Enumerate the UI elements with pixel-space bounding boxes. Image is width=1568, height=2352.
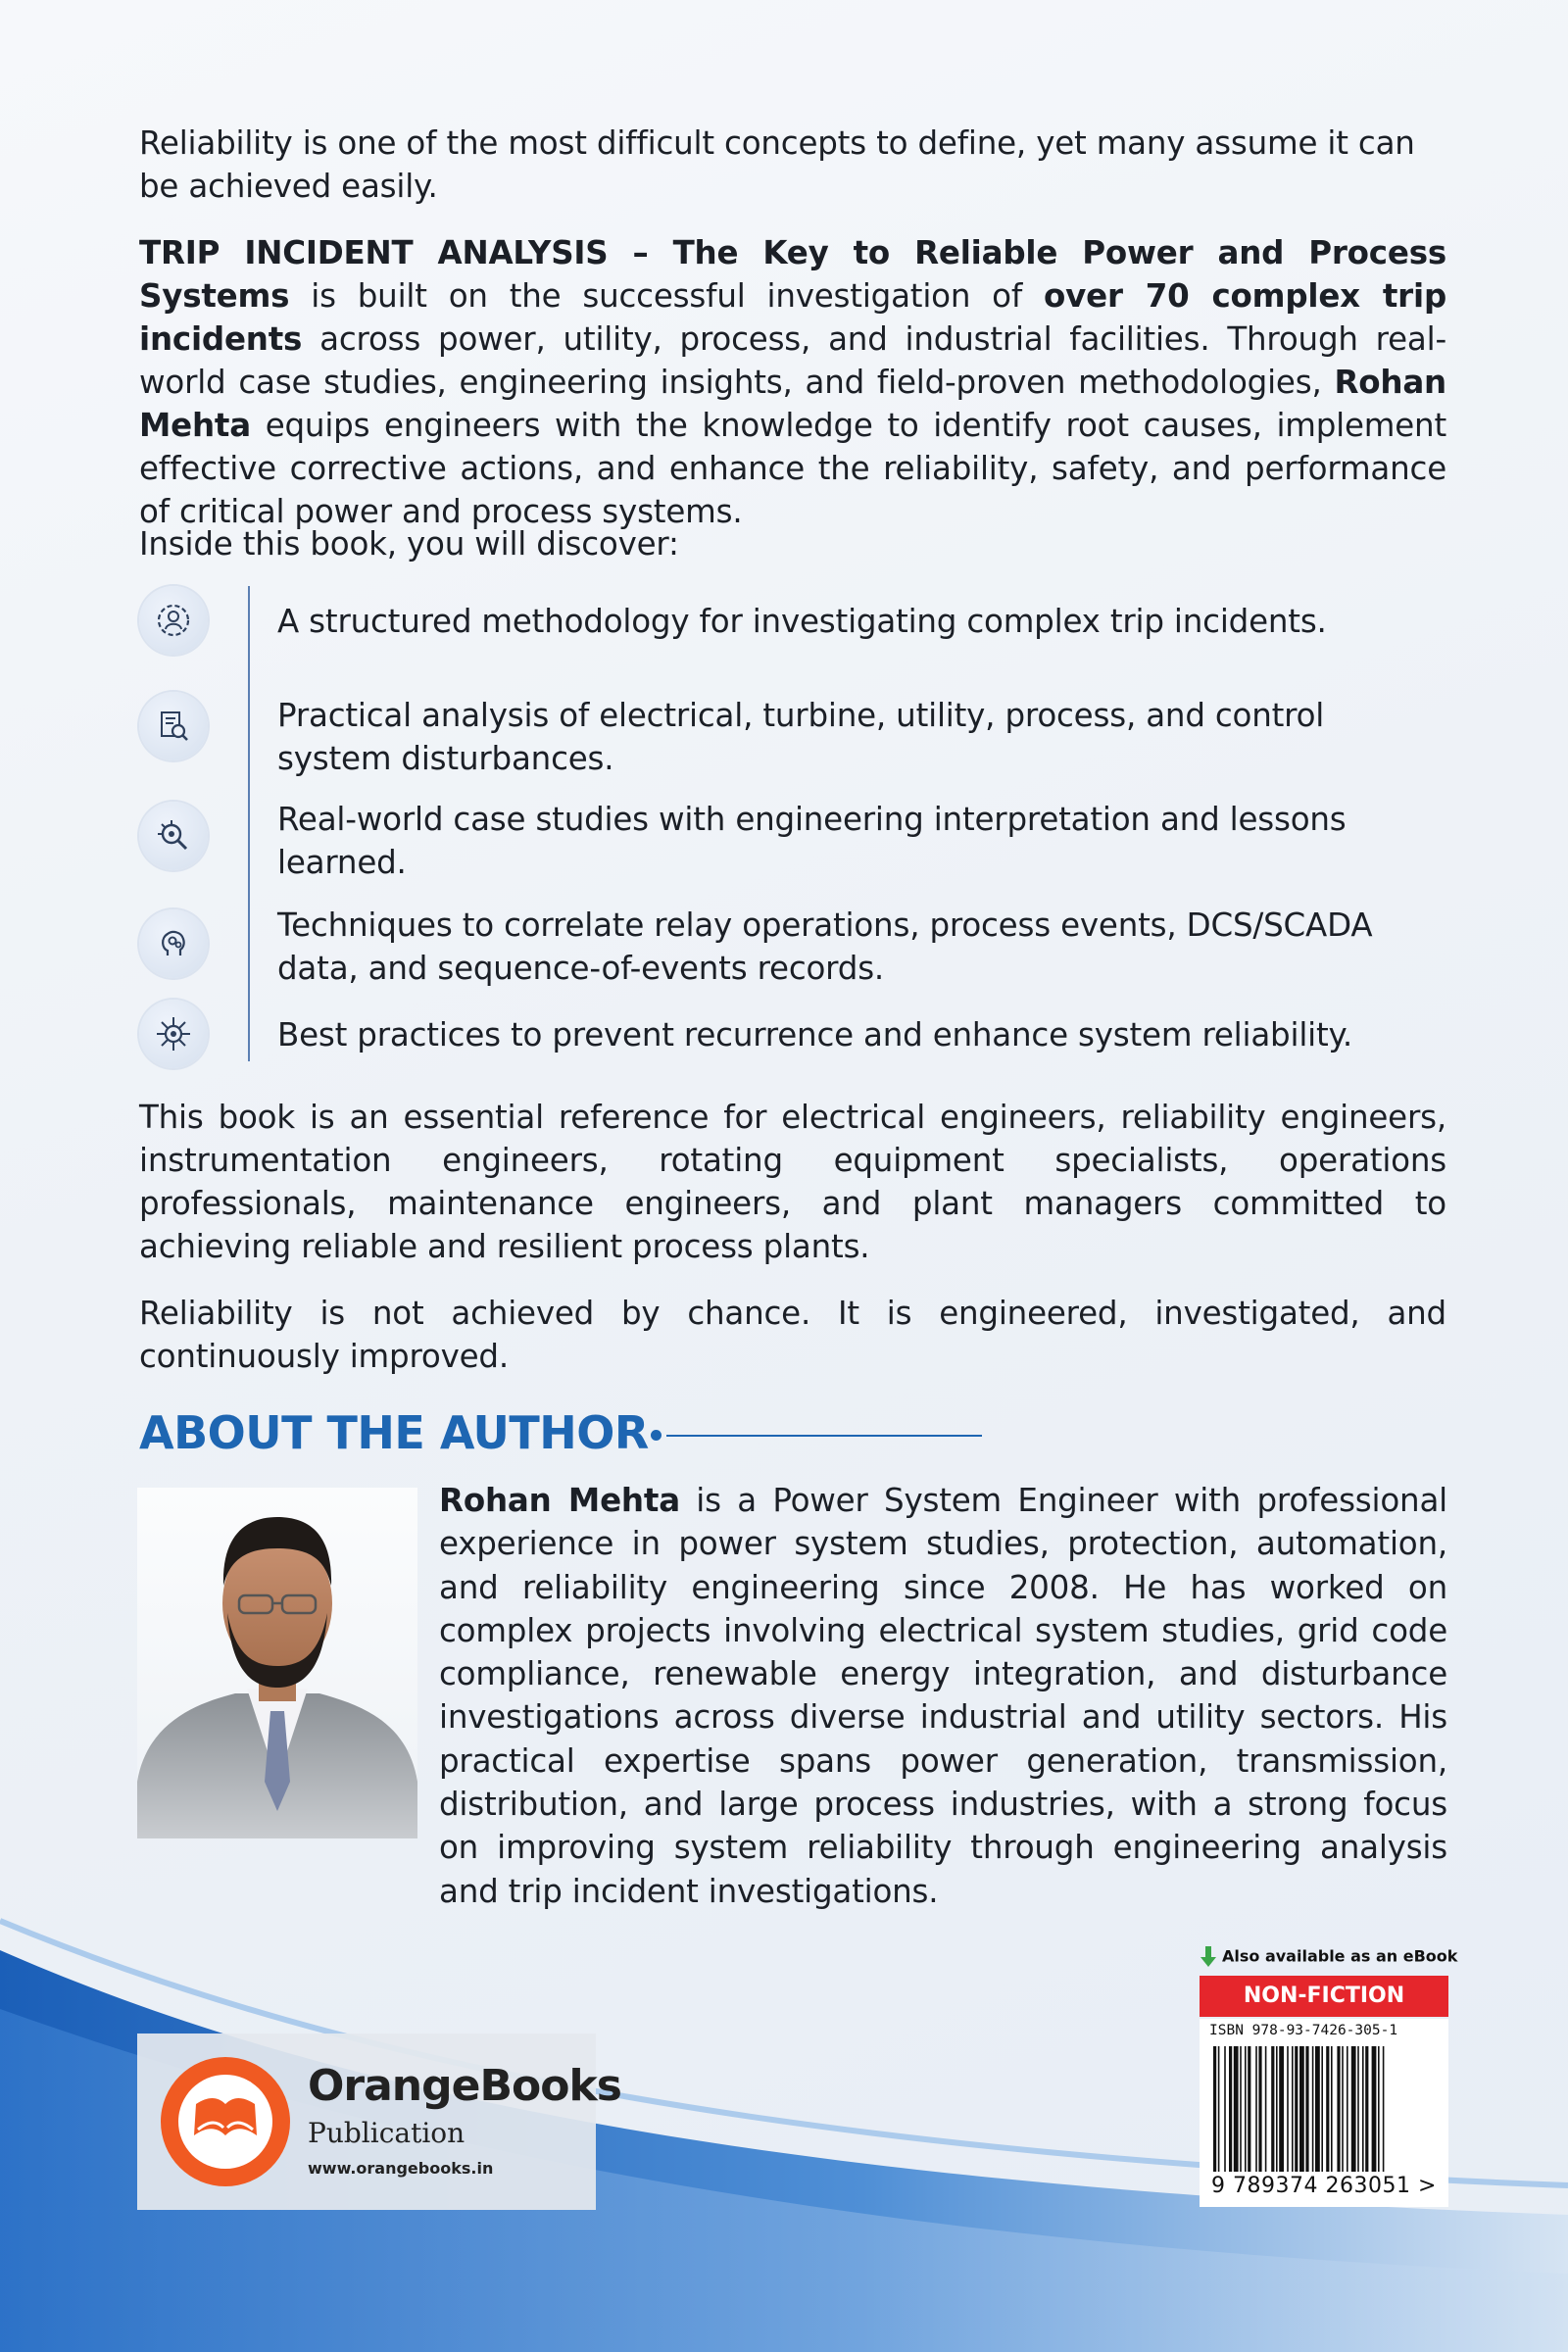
intro-paragraph: Reliability is one of the most difficult concepts to define, yet many assume it can be achieved easily.: [139, 124, 1415, 205]
feature-item: [139, 1000, 1446, 1068]
brain-gears-icon: [139, 909, 208, 978]
feature-text: Techniques to correlate relay operations, process events, DCS/SCADA data, and sequence-of-events records.: [277, 906, 1373, 987]
analysis-search-icon: [139, 802, 208, 870]
feature-item: [139, 586, 1446, 655]
barcode-digits: 9 789374 263051 >: [1211, 2174, 1437, 2198]
feature-list: [139, 586, 1446, 1061]
publisher-book-icon: [161, 2057, 290, 2186]
feature-text: A structured methodology for investigating complex trip incidents.: [277, 603, 1327, 640]
feature-text: Best practices to prevent recurrence and enhance system reliability.: [277, 1016, 1353, 1054]
lead-text-3: equips engineers with the knowledge to identify root causes, implement effective corrective actions, and enhance the reliability, safety, and performance of critical power and process systems.: [139, 407, 1446, 530]
author-photo: [137, 1488, 417, 1838]
publisher-subtitle: Publication: [308, 2117, 466, 2149]
rule-line: [666, 1435, 982, 1437]
ebook-note-text: Also available as an eBook: [1222, 1946, 1458, 1966]
document-magnifier-icon: [139, 692, 208, 760]
circuit-chip-icon: [139, 1000, 208, 1068]
author-bio-text: is a Power System Engineer with professional experience in power system studies, protection, automation, and reliability engineering since 2008. He has worked on complex projects involving electrical system studies, grid code compliance, renewable energy integration, and disturbance investigations across diverse industrial and utility sectors. His practical expertise spans power generation, transmission, distribution, and large process industries, with a strong focus on improving system reliability through engineering analysis and trip incident investigations.: [439, 1482, 1447, 1910]
feature-item: [139, 692, 1446, 777]
rule-dot: [651, 1430, 662, 1441]
genre-badge: NON-FICTION: [1200, 1976, 1448, 2017]
lead-author-name: Rohan Mehta: [139, 364, 1446, 444]
publisher-url: www.orangebooks.in: [308, 2159, 494, 2178]
about-author-heading: ABOUT THE AUTHOR: [139, 1406, 649, 1459]
lead-highlight: over 70 complex trip incidents: [139, 277, 1447, 358]
isbn-label: ISBN 978-93-7426-305-1: [1209, 2023, 1398, 2038]
feature-item: [139, 801, 1446, 881]
barcode-bars: [1213, 2046, 1435, 2172]
ebook-note: [1200, 1946, 1457, 1968]
feature-item: [139, 906, 1446, 987]
feature-text: Real-world case studies with engineering interpretation and lessons learned.: [277, 801, 1347, 881]
author-bio: [439, 1479, 1447, 1913]
closing-paragraph: Reliability is not achieved by chance. It is engineered, investigated, and continuously improved.: [139, 1295, 1446, 1375]
engineer-gear-icon: [139, 586, 208, 655]
lead-paragraph: [139, 231, 1446, 533]
discover-heading: Inside this book, you will discover:: [139, 525, 679, 563]
publisher-name: OrangeBooks: [308, 2061, 621, 2111]
publisher-logo: [137, 2034, 621, 2210]
feature-text: Practical analysis of electrical, turbine, utility, process, and control system disturbances.: [277, 697, 1325, 777]
lead-text-1: is built on the successful investigation of: [289, 277, 1045, 315]
isbn-barcode: [1200, 2019, 1448, 2207]
download-arrow-icon: [1200, 1946, 1216, 1968]
author-name: Rohan Mehta: [439, 1482, 680, 1519]
lead-text-2: across power, utility, process, and industrial facilities. Through real-world case studies, engineering insights, and field-proven methodologies,: [139, 320, 1446, 401]
book-title: TRIP INCIDENT ANALYSIS – The Key to Reliable Power and Process Systems: [139, 234, 1446, 315]
audience-paragraph: This book is an essential reference for electrical engineers, reliability engineers, instrumentation engineers, rotating equipment specialists, operations professionals, maintenance engineers, and plant managers committed to achieving reliable and resilient process plants.: [139, 1099, 1446, 1265]
